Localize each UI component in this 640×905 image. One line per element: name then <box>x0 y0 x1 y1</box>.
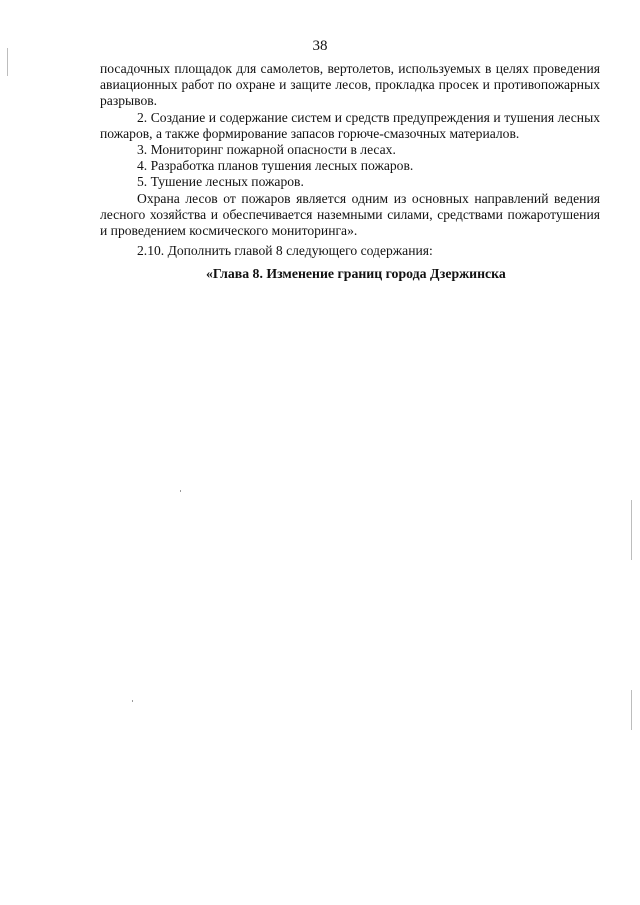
document-body <box>100 61 600 283</box>
chapter-heading: «Глава 8. Изменение границ города Дзержинска <box>206 266 506 282</box>
scan-speck <box>180 490 181 492</box>
list-item: 5. Тушение лесных пожаров. <box>137 174 304 190</box>
scan-speck <box>132 700 133 702</box>
list-item: 4. Разработка планов тушения лесных пожаров. <box>137 158 414 174</box>
list-item: 2. Создание и содержание систем и средств предупреждения и тушения лесных пожаров, а также формирование запасов горюче-смазочных материалов. <box>100 109 600 141</box>
page-number: 38 <box>312 38 328 54</box>
closing-paragraph: Охрана лесов от пожаров является одним из основных направлений ведения лесного хозяйства и обеспечивается наземными силами, средствами пожаротушения и проведением космического мониторинга». <box>100 190 600 239</box>
scan-edge-mark <box>631 690 632 730</box>
list-item: 3. Мониторинг пожарной опасности в лесах. <box>137 142 396 158</box>
scan-edge-mark <box>631 500 632 560</box>
continuation-paragraph: посадочных площадок для самолетов, вертолетов, используемых в целях проведения авиационных работ по охране и защите лесов, прокладка просек и противопожарных разрывов. <box>100 61 600 109</box>
amendment-paragraph: 2.10. Дополнить главой 8 следующего содержания: <box>137 243 433 259</box>
